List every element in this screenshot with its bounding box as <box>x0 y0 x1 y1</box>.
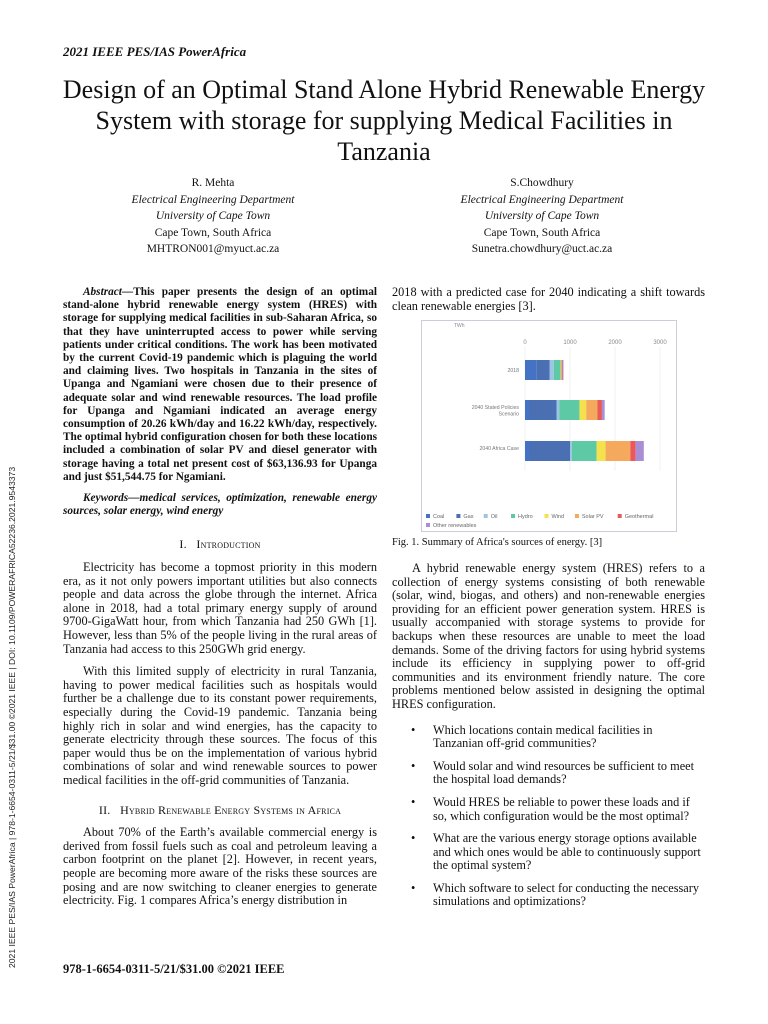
author-city: Cape Town, South Africa <box>154 226 272 239</box>
bar-segment <box>557 400 560 420</box>
list-item: • Which software to select for conducting the necessary simulations and optimizations? <box>408 882 705 909</box>
section-heading-hres <box>63 804 377 818</box>
figure-caption-block <box>392 536 705 550</box>
legend-swatch <box>426 523 430 527</box>
author-city: Cape Town, South Africa <box>483 226 601 239</box>
list-item: • Would solar and wind resources be sufficient to meet the hospital load demands? <box>408 760 705 787</box>
author-email: Sunetra.chowdhury@uct.ac.za <box>471 243 613 255</box>
right-column-lower <box>392 562 705 918</box>
bar-segment <box>554 360 561 380</box>
bar-segment <box>586 400 597 420</box>
legend-label: Oil <box>490 514 498 520</box>
legend-label: Hydro <box>518 514 533 520</box>
bar-segment <box>597 441 606 461</box>
intro-paragraph-2: With this limited supply of electricity in rural Tanzania, having to power medical facilities such as hospitals would further be a challenge due to its constant power requirements, especially during the Covid-19 pandemic. Tanzania being highly rich in solar and wind energies, has the capacity to generate electricity through these sources. The focus of this paper would thus be on the implementation of various hybrid combinations of solar and wind renewable sources to power medical facilities in the off-grid communities of Tanzania. <box>63 664 377 787</box>
abstract-label: Abstract— <box>83 286 134 298</box>
list-item: • What are the various energy storage options available and which ones would be able to continuously support the optimal system? <box>408 832 705 873</box>
bar-segment <box>606 441 631 461</box>
list-item: • Would HRES be reliable to power these loads and if so, which configuration would be the most optimal? <box>408 796 705 823</box>
bar-segment <box>563 360 564 380</box>
bar-segment <box>636 441 644 461</box>
section-title: Introduction <box>196 537 261 552</box>
x-tick-label: 1000 <box>563 340 577 346</box>
legend-swatch <box>545 514 549 518</box>
author-email: MHTRON001@myuct.ac.za <box>146 243 280 255</box>
bar-segment <box>562 360 563 380</box>
bar-segment <box>630 441 635 461</box>
section-heading-introduction <box>63 538 377 552</box>
intro-paragraph-1: Electricity has become a topmost priority in this modern era, as it not only powers important utilities but also connects people and data across the globe through the internet. Africa alone in 2018, had a total primary energy supply of around 9700-GigaWatt hour, from which Tanzania had 250 GWh [1]. However, less than 5% of the people living in the rural areas of Tanzania had access to this 250GWh grid energy. <box>63 560 377 656</box>
right-paragraph-1-block <box>392 286 705 313</box>
category-label: 2040 Stated Policies <box>471 404 519 411</box>
author-univ: University of Cape Town <box>155 210 271 222</box>
legend-label: Geothermal <box>624 514 654 520</box>
right-paragraph-1: 2018 with a predicted case for 2040 indicating a shift towards clean renewable energies [3]. <box>392 285 705 313</box>
author-block-2 <box>392 175 692 258</box>
keywords-label: Keywords— <box>83 492 140 505</box>
legend-swatch <box>511 514 515 518</box>
legend-swatch <box>618 514 622 518</box>
author-name: R. Mehta <box>191 177 235 189</box>
left-column <box>63 286 377 908</box>
category-label: 2018 <box>507 368 519 374</box>
right-paragraph-2: A hybrid renewable energy system (HRES) refers to a collection of energy systems consisting of both renewable (solar, wind, biogas, and others) and non-renewable energies providing for an efficient power generation system. HRES is usually accompanied with storage systems to provide for backups when these resources are unable to meet the load demands. Some of the driving factors for using hybrid systems include its efficiency in supplying power to off-grid communities and its environment friendly nature. The core problems mentioned below assisted in designing the optimal HRES configuration. <box>392 561 705 711</box>
bar-segment <box>530 441 571 461</box>
legend-label: Other renewables <box>433 523 477 529</box>
bar-segment <box>536 360 550 380</box>
legend-label: Gas <box>463 514 474 520</box>
figure-caption: Fig. 1. Summary of Africa's sources of energy. [3] <box>392 537 603 548</box>
bar-segment <box>597 400 602 420</box>
legend-label: Solar PV <box>581 514 604 520</box>
bar-segment <box>525 441 530 461</box>
bar-segment <box>602 400 605 420</box>
section-number: I. <box>179 537 187 552</box>
legend-swatch <box>456 514 460 518</box>
bar-segment <box>550 360 554 380</box>
energy-chart-svg <box>422 321 676 531</box>
hres-paragraph-1: About 70% of the Earth’s available commercial energy is derived from fossil fuels such as coal and petroleum leaving a carbon footprint on the planet [2]. However, in recent years, people are becoming more aware of the risks these sources are posing and are now switching to cleaner energies to generate electricity. Fig. 1 compares Africa’s energy distribution in <box>63 825 377 908</box>
figure-1-chart <box>421 320 677 532</box>
author-block-1 <box>63 175 363 258</box>
legend-swatch <box>575 514 579 518</box>
bar-segment <box>525 360 536 380</box>
bar-segment <box>559 400 579 420</box>
page-footer: 978-1-6654-0311-5/21/$31.00 ©2021 IEEE <box>63 962 285 976</box>
bar-segment <box>570 441 572 461</box>
author-name: S.Chowdhury <box>510 177 574 189</box>
bar-segment <box>579 400 586 420</box>
abstract <box>63 286 377 484</box>
bar-segment <box>525 400 530 420</box>
legend-label: Wind <box>551 514 565 520</box>
x-tick-label: 0 <box>523 340 527 346</box>
author-dept: Electrical Engineering Department <box>460 193 624 206</box>
abstract-text: This paper presents the design of an optimal stand-alone hybrid renewable energy system (HRES) with storage for supplying medical facilities in sub-Saharan Africa, so that they have uninterrupted access to power while serving patients under critical conditions. The work has been motivated by the current Covid-19 pandemic which is plaguing the world and claiming lives. Two hospitals in Tanzania in the sites of Upanga and Ngamiani were chosen due to their presence of adequate solar and wind renewable resources. The load profile for Upanga and Ngamiani indicated an average energy consumption of 20.26 kWh/day and 16.22 kWh/day, respectively. The optimal hybrid configuration chosen for both these locations included a combination of solar PV and diesel generator with storage having a total net present cost of $63,136.93 for Upanga and just $51,544.75 for Ngamiani. <box>63 286 377 483</box>
bar-segment <box>561 360 562 380</box>
legend-label: Coal <box>433 514 445 520</box>
x-tick-label: 3000 <box>653 340 667 346</box>
legend-swatch <box>426 514 430 518</box>
author-dept: Electrical Engineering Department <box>131 193 295 206</box>
axis-unit-label: TWh <box>454 323 465 329</box>
x-tick-label: 2000 <box>608 340 622 346</box>
paper-title: Design of an Optimal Stand Alone Hybrid Renewable Energy System with storage for supplying Medical Facilities in Tanzania <box>62 75 706 166</box>
category-label: 2040 Africa Case <box>479 445 519 452</box>
legend-swatch <box>484 514 488 518</box>
problem-list <box>392 724 705 910</box>
section-title: Hybrid Renewable Energy Systems in Africa <box>120 802 342 817</box>
category-label: Scenario <box>498 411 519 418</box>
bar-segment <box>530 400 557 420</box>
list-item: • Which locations contain medical facilities in Tanzanian off-grid communities? <box>408 724 705 751</box>
keywords <box>63 492 377 518</box>
sidebar-citation: 2021 IEEE PES/IAS PowerAfrica | 978-1-6654-0311-5/21/$31.00 ©2021 IEEE | DOI: 10.1109/POWERAFRICA52236.2021.9543373 <box>7 466 17 968</box>
section-number: II. <box>98 802 111 817</box>
bar-segment <box>572 441 597 461</box>
conference-name: 2021 IEEE PES/IAS PowerAfrica <box>63 44 247 59</box>
author-univ: University of Cape Town <box>484 210 600 222</box>
keywords-text: medical services, optimization, renewable energy sources, solar energy, wind energy <box>63 492 377 518</box>
